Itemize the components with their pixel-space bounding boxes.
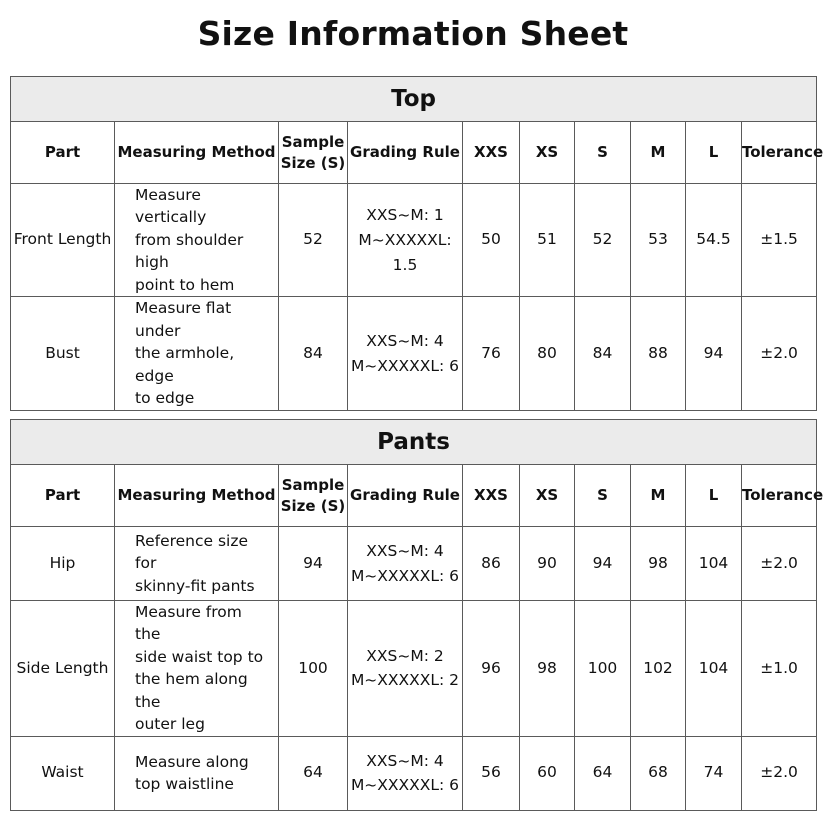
size-xxs-cell: 56: [463, 736, 520, 810]
measuring-method-cell: [115, 184, 279, 297]
measuring-method-cell: [115, 527, 279, 601]
grading-rule-cell: [348, 601, 463, 737]
size-l-cell: 54.5: [686, 184, 742, 297]
table-row: [11, 527, 817, 601]
grading-line: M~XXXXXL: 6: [350, 566, 460, 585]
measuring-method-cell: [115, 736, 279, 810]
size-s-cell: 52: [575, 184, 631, 297]
header-xxs: XXS: [463, 465, 520, 527]
top-section-heading: Top: [11, 77, 817, 122]
part-cell: Hip: [11, 527, 115, 601]
method-line: Measure flat under: [135, 299, 232, 340]
size-xxs-cell: 86: [463, 527, 520, 601]
grading-line: XXS~M: 4: [366, 751, 444, 770]
size-xs-cell: 98: [520, 601, 575, 737]
pants-size-table: [10, 419, 824, 811]
grading-line: M~XXXXXL: 1.5: [358, 230, 452, 274]
size-xs-cell: 90: [520, 527, 575, 601]
method-line: Measure along: [135, 752, 249, 771]
size-xxs-cell: 50: [463, 184, 520, 297]
tolerance-cell: ±2.0: [742, 297, 817, 410]
pants-section-heading: Pants: [11, 420, 817, 465]
header-xs: XS: [520, 465, 575, 527]
method-line: top waistline: [135, 775, 234, 794]
grading-line: XXS~M: 2: [366, 646, 444, 665]
tolerance-cell: ±1.5: [742, 184, 817, 297]
header-grading-rule: Grading Rule: [348, 465, 463, 527]
method-line: to edge: [135, 389, 195, 408]
header-xxs: XXS: [463, 122, 520, 184]
method-line: the armhole, edge: [135, 344, 235, 385]
grading-line: M~XXXXXL: 2: [350, 671, 460, 690]
header-xs: XS: [520, 122, 575, 184]
header-l: L: [686, 465, 742, 527]
method-line: side waist top to: [135, 647, 264, 666]
header-l: L: [686, 122, 742, 184]
size-m-cell: 88: [631, 297, 686, 410]
part-cell: Waist: [11, 736, 115, 810]
tolerance-cell: ±2.0: [742, 736, 817, 810]
page-title: Size Information Sheet: [197, 14, 629, 53]
part-cell: Front Length: [11, 184, 115, 297]
sample-size-cell: 94: [279, 527, 348, 601]
method-line: Measure from the: [135, 603, 242, 644]
size-s-cell: 84: [575, 297, 631, 410]
method-line: skinny-fit pants: [135, 576, 255, 595]
size-l-cell: 104: [686, 527, 742, 601]
method-line: Reference size for: [135, 531, 249, 573]
part-cell: Side Length: [11, 601, 115, 737]
size-xs-cell: 51: [520, 184, 575, 297]
grading-rule-cell: [348, 527, 463, 601]
measuring-method-cell: [115, 297, 279, 410]
sample-size-cell: 100: [279, 601, 348, 737]
size-xs-cell: 80: [520, 297, 575, 410]
method-line: from shoulder high: [135, 230, 244, 272]
part-cell: Bust: [11, 297, 115, 410]
header-tolerance: Tolerance: [742, 122, 817, 184]
header-sample-line2: Size (S): [280, 153, 346, 172]
size-s-cell: 94: [575, 527, 631, 601]
tolerance-cell: ±2.0: [742, 527, 817, 601]
grading-line: M~XXXXXL: 6: [350, 356, 460, 375]
header-s: S: [575, 465, 631, 527]
header-sample-size: [279, 465, 348, 527]
grading-rule-cell: [348, 736, 463, 810]
size-m-cell: 53: [631, 184, 686, 297]
header-tolerance: Tolerance: [742, 465, 817, 527]
table-row: [11, 736, 817, 810]
table-row: [11, 184, 817, 297]
header-part: Part: [11, 465, 115, 527]
size-s-cell: 100: [575, 601, 631, 737]
size-l-cell: 94: [686, 297, 742, 410]
header-m: M: [631, 122, 686, 184]
grading-line: M~XXXXXL: 6: [350, 776, 460, 795]
sample-size-cell: 84: [279, 297, 348, 410]
table-row: [11, 297, 817, 410]
header-sample-line1: Sample: [281, 475, 345, 494]
header-sample-line1: Sample: [281, 132, 345, 151]
grading-line: XXS~M: 4: [366, 331, 444, 350]
size-l-cell: 74: [686, 736, 742, 810]
size-l-cell: 104: [686, 601, 742, 737]
grading-rule-cell: [348, 297, 463, 410]
header-sample-line2: Size (S): [280, 496, 346, 515]
size-m-cell: 68: [631, 736, 686, 810]
sample-size-cell: 52: [279, 184, 348, 297]
grading-line: XXS~M: 4: [366, 541, 444, 560]
header-part: Part: [11, 122, 115, 184]
table-row: [11, 601, 817, 737]
header-measuring-method: Measuring Method: [115, 122, 279, 184]
size-xxs-cell: 96: [463, 601, 520, 737]
method-line: the hem along the: [135, 670, 248, 711]
method-line: outer leg: [135, 715, 205, 734]
grading-line: XXS~M: 1: [366, 205, 444, 224]
header-sample-size: [279, 122, 348, 184]
size-m-cell: 102: [631, 601, 686, 737]
size-xxs-cell: 76: [463, 297, 520, 410]
size-m-cell: 98: [631, 527, 686, 601]
sample-size-cell: 64: [279, 736, 348, 810]
tolerance-cell: ±1.0: [742, 601, 817, 737]
header-s: S: [575, 122, 631, 184]
header-m: M: [631, 465, 686, 527]
measuring-method-cell: [115, 601, 279, 737]
header-grading-rule: Grading Rule: [348, 122, 463, 184]
size-s-cell: 64: [575, 736, 631, 810]
size-xs-cell: 60: [520, 736, 575, 810]
header-measuring-method: Measuring Method: [115, 465, 279, 527]
top-size-table: [10, 76, 824, 411]
method-line: Measure vertically: [135, 186, 207, 227]
method-line: point to hem: [135, 275, 235, 294]
grading-rule-cell: [348, 184, 463, 297]
